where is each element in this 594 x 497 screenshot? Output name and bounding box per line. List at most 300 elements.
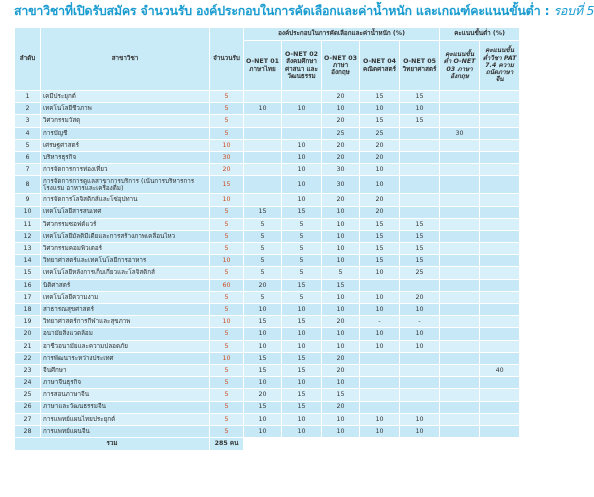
table-row bbox=[15, 377, 555, 389]
row-seats: 5 bbox=[210, 413, 244, 425]
row-seats: 60 bbox=[210, 279, 244, 291]
row-min-pat74 bbox=[480, 127, 520, 139]
row-field: การบัญชี bbox=[41, 127, 210, 139]
table-row bbox=[15, 328, 555, 340]
row-onet04: 10 bbox=[360, 425, 400, 437]
row-seats: 5 bbox=[210, 425, 244, 437]
row-onet04: 10 bbox=[360, 164, 400, 176]
row-onet02: 10 bbox=[282, 328, 322, 340]
row-onet04: 10 bbox=[360, 304, 400, 316]
row-onet04 bbox=[360, 279, 400, 291]
header-min-pat74: คะแนนขั้นต่ำวิชา PAT 7.4 ความถนัดภาษาจีน bbox=[480, 41, 520, 91]
row-seats: 5 bbox=[210, 230, 244, 242]
row-onet01: 15 bbox=[244, 316, 282, 328]
row-onet03: 10 bbox=[322, 230, 360, 242]
row-onet01 bbox=[244, 139, 282, 151]
row-field: การแพทย์แผนไทยประยุกต์ bbox=[41, 413, 210, 425]
row-onet02: 15 bbox=[282, 389, 322, 401]
row-min-onet03 bbox=[440, 425, 480, 437]
row-min-pat74 bbox=[480, 425, 520, 437]
row-min-onet03 bbox=[440, 103, 480, 115]
row-no: 4 bbox=[15, 127, 41, 139]
row-no: 23 bbox=[15, 364, 41, 376]
row-min-pat74 bbox=[480, 164, 520, 176]
row-field: วิศวกรรมวัสดุ bbox=[41, 115, 210, 127]
header-onet04: O-NET 04 คณิตศาสตร์ bbox=[360, 41, 400, 91]
row-min-onet03 bbox=[440, 413, 480, 425]
row-field: เศรษฐศาสตร์ bbox=[41, 139, 210, 151]
title-round: รอบที่ 5 bbox=[553, 3, 594, 18]
table-row bbox=[15, 230, 555, 242]
row-field: การสอนภาษาจีน bbox=[41, 389, 210, 401]
row-no: 15 bbox=[15, 267, 41, 279]
row-no: 5 bbox=[15, 139, 41, 151]
row-onet02: 10 bbox=[282, 164, 322, 176]
row-min-pat74 bbox=[480, 194, 520, 206]
row-seats: 5 bbox=[210, 377, 244, 389]
row-seats: 5 bbox=[210, 243, 244, 255]
row-onet03: 10 bbox=[322, 304, 360, 316]
table-row bbox=[15, 316, 555, 328]
row-seats: 5 bbox=[210, 304, 244, 316]
row-min-onet03 bbox=[440, 267, 480, 279]
row-no: 9 bbox=[15, 194, 41, 206]
row-field: นิติศาสตร์ bbox=[41, 279, 210, 291]
row-onet02: 15 bbox=[282, 364, 322, 376]
row-seats: 10 bbox=[210, 139, 244, 151]
row-onet02: 10 bbox=[282, 139, 322, 151]
row-min-onet03: 30 bbox=[440, 127, 480, 139]
table-row bbox=[15, 127, 555, 139]
row-onet05 bbox=[400, 139, 440, 151]
header-onet01: O-NET 01 ภาษาไทย bbox=[244, 41, 282, 91]
row-onet05: 15 bbox=[400, 218, 440, 230]
total-value: 285 คน bbox=[210, 438, 244, 451]
row-field: เทคโนโลยีความงาม bbox=[41, 291, 210, 303]
row-onet05 bbox=[400, 352, 440, 364]
table-row bbox=[15, 139, 555, 151]
table-row bbox=[15, 206, 555, 218]
row-onet01: 10 bbox=[244, 340, 282, 352]
row-no: 22 bbox=[15, 352, 41, 364]
row-seats: 10 bbox=[210, 316, 244, 328]
row-seats: 5 bbox=[210, 218, 244, 230]
row-onet04 bbox=[360, 364, 400, 376]
table-row bbox=[15, 413, 555, 425]
row-onet04: 15 bbox=[360, 243, 400, 255]
row-spacer bbox=[520, 328, 555, 340]
row-no: 27 bbox=[15, 413, 41, 425]
row-onet03: 10 bbox=[322, 328, 360, 340]
row-onet01: 15 bbox=[244, 352, 282, 364]
row-spacer bbox=[520, 352, 555, 364]
row-onet03: 20 bbox=[322, 115, 360, 127]
row-spacer bbox=[520, 230, 555, 242]
row-onet03: 30 bbox=[322, 176, 360, 194]
row-no: 16 bbox=[15, 279, 41, 291]
table-row bbox=[15, 291, 555, 303]
row-seats: 5 bbox=[210, 364, 244, 376]
row-onet01: 15 bbox=[244, 401, 282, 413]
row-onet01 bbox=[244, 164, 282, 176]
row-onet01: 5 bbox=[244, 230, 282, 242]
row-onet02: 5 bbox=[282, 255, 322, 267]
page-title bbox=[14, 2, 594, 26]
row-onet05: 25 bbox=[400, 267, 440, 279]
row-onet04: 20 bbox=[360, 151, 400, 163]
row-onet01: 15 bbox=[244, 206, 282, 218]
row-onet01: 5 bbox=[244, 267, 282, 279]
row-min-onet03 bbox=[440, 377, 480, 389]
row-min-pat74 bbox=[480, 255, 520, 267]
row-min-onet03 bbox=[440, 218, 480, 230]
row-onet04 bbox=[360, 377, 400, 389]
row-no: 24 bbox=[15, 377, 41, 389]
row-onet05 bbox=[400, 176, 440, 194]
row-onet02: 10 bbox=[282, 194, 322, 206]
row-seats: 5 bbox=[210, 267, 244, 279]
row-seats: 20 bbox=[210, 164, 244, 176]
row-onet02: 5 bbox=[282, 230, 322, 242]
row-onet02: 5 bbox=[282, 243, 322, 255]
row-field: เทคโนโลยีสารสนเทศ bbox=[41, 206, 210, 218]
row-spacer bbox=[520, 115, 555, 127]
row-onet04: - bbox=[360, 316, 400, 328]
row-field: อนามัยสิ่งแวดล้อม bbox=[41, 328, 210, 340]
row-field: เคมีประยุกต์ bbox=[41, 91, 210, 103]
row-no: 7 bbox=[15, 164, 41, 176]
row-onet04 bbox=[360, 352, 400, 364]
row-seats: 5 bbox=[210, 401, 244, 413]
row-field: ภาษาและวัฒนธรรมจีน bbox=[41, 401, 210, 413]
row-onet03: 20 bbox=[322, 364, 360, 376]
row-onet03: 20 bbox=[322, 316, 360, 328]
row-no: 21 bbox=[15, 340, 41, 352]
row-seats: 5 bbox=[210, 91, 244, 103]
row-field: วิทยาศาสตร์และเทคโนโลยีการอาหาร bbox=[41, 255, 210, 267]
row-onet03: 20 bbox=[322, 401, 360, 413]
row-spacer bbox=[520, 340, 555, 352]
row-spacer bbox=[520, 127, 555, 139]
row-no: 14 bbox=[15, 255, 41, 267]
row-min-onet03 bbox=[440, 304, 480, 316]
row-spacer bbox=[520, 91, 555, 103]
row-onet05 bbox=[400, 151, 440, 163]
row-field: จีนศึกษา bbox=[41, 364, 210, 376]
row-spacer bbox=[520, 364, 555, 376]
row-onet01: 10 bbox=[244, 103, 282, 115]
row-field: วิศวกรรมคอมพิวเตอร์ bbox=[41, 243, 210, 255]
row-onet02: 10 bbox=[282, 413, 322, 425]
row-onet03: 10 bbox=[322, 218, 360, 230]
row-onet02: 10 bbox=[282, 151, 322, 163]
row-field: วิทยาศาสตร์การกีฬาและสุขภาพ bbox=[41, 316, 210, 328]
table-row bbox=[15, 91, 555, 103]
row-spacer bbox=[520, 243, 555, 255]
row-onet04: 20 bbox=[360, 139, 400, 151]
row-onet01: 10 bbox=[244, 425, 282, 437]
row-seats: 30 bbox=[210, 151, 244, 163]
row-onet05: 15 bbox=[400, 230, 440, 242]
admission-table bbox=[14, 27, 555, 451]
row-min-pat74 bbox=[480, 279, 520, 291]
row-onet04: 15 bbox=[360, 91, 400, 103]
row-onet04: 10 bbox=[360, 291, 400, 303]
row-field: การจัดการการท่องเที่ยว bbox=[41, 164, 210, 176]
row-onet05: 10 bbox=[400, 304, 440, 316]
row-min-onet03 bbox=[440, 206, 480, 218]
row-min-onet03 bbox=[440, 139, 480, 151]
row-onet01 bbox=[244, 151, 282, 163]
row-spacer bbox=[520, 377, 555, 389]
row-min-pat74 bbox=[480, 176, 520, 194]
row-spacer bbox=[520, 206, 555, 218]
header-field: สาขาวิชา bbox=[41, 28, 210, 91]
row-onet02: 15 bbox=[282, 352, 322, 364]
table-row bbox=[15, 389, 555, 401]
row-no: 11 bbox=[15, 218, 41, 230]
table-row bbox=[15, 218, 555, 230]
row-min-pat74 bbox=[480, 267, 520, 279]
row-min-pat74 bbox=[480, 304, 520, 316]
row-onet05 bbox=[400, 364, 440, 376]
row-spacer bbox=[520, 139, 555, 151]
table-row bbox=[15, 401, 555, 413]
row-onet04: 10 bbox=[360, 267, 400, 279]
row-spacer bbox=[520, 255, 555, 267]
row-min-onet03 bbox=[440, 401, 480, 413]
row-spacer bbox=[520, 194, 555, 206]
header-no: ลำดับ bbox=[15, 28, 41, 91]
header-spacer bbox=[520, 28, 555, 91]
row-min-pat74 bbox=[480, 218, 520, 230]
total-row bbox=[15, 438, 555, 451]
row-onet05: 10 bbox=[400, 340, 440, 352]
row-onet01: 5 bbox=[244, 291, 282, 303]
row-no: 12 bbox=[15, 230, 41, 242]
row-onet04: 10 bbox=[360, 328, 400, 340]
row-onet02 bbox=[282, 127, 322, 139]
row-onet01: 10 bbox=[244, 377, 282, 389]
row-onet02: 10 bbox=[282, 304, 322, 316]
row-spacer bbox=[520, 389, 555, 401]
row-seats: 10 bbox=[210, 352, 244, 364]
row-onet03: 15 bbox=[322, 389, 360, 401]
row-field: เทคโนโลยีหลังการเก็บเกี่ยวและโลจิสติกส์ bbox=[41, 267, 210, 279]
row-spacer bbox=[520, 425, 555, 437]
table-row bbox=[15, 103, 555, 115]
row-spacer bbox=[520, 413, 555, 425]
row-onet02: 10 bbox=[282, 377, 322, 389]
row-onet02: 5 bbox=[282, 218, 322, 230]
row-onet01: 5 bbox=[244, 255, 282, 267]
row-no: 10 bbox=[15, 206, 41, 218]
row-min-pat74 bbox=[480, 206, 520, 218]
row-no: 6 bbox=[15, 151, 41, 163]
row-onet03: 10 bbox=[322, 377, 360, 389]
row-onet01: 5 bbox=[244, 243, 282, 255]
row-field: การพัฒนาระหว่างประเทศ bbox=[41, 352, 210, 364]
row-onet01 bbox=[244, 194, 282, 206]
row-min-onet03 bbox=[440, 352, 480, 364]
row-min-pat74 bbox=[480, 91, 520, 103]
row-onet03: 10 bbox=[322, 340, 360, 352]
row-field: เทคโนโลยีชีวภาพ bbox=[41, 103, 210, 115]
row-min-onet03 bbox=[440, 291, 480, 303]
row-onet01: 10 bbox=[244, 413, 282, 425]
row-min-onet03 bbox=[440, 151, 480, 163]
row-seats: 5 bbox=[210, 291, 244, 303]
row-field: สาธารณสุขศาสตร์ bbox=[41, 304, 210, 316]
row-spacer bbox=[520, 401, 555, 413]
table-row bbox=[15, 364, 555, 376]
row-onet01: 5 bbox=[244, 218, 282, 230]
row-no: 3 bbox=[15, 115, 41, 127]
row-onet04: 10 bbox=[360, 413, 400, 425]
row-min-onet03 bbox=[440, 230, 480, 242]
row-onet05 bbox=[400, 194, 440, 206]
row-onet04: 25 bbox=[360, 127, 400, 139]
row-onet01: 15 bbox=[244, 364, 282, 376]
row-onet01 bbox=[244, 127, 282, 139]
row-seats: 5 bbox=[210, 340, 244, 352]
row-onet03: 15 bbox=[322, 279, 360, 291]
row-onet04: 20 bbox=[360, 206, 400, 218]
total-label: รวม bbox=[15, 438, 210, 451]
row-onet03: 10 bbox=[322, 413, 360, 425]
row-min-pat74 bbox=[480, 103, 520, 115]
table-row bbox=[15, 340, 555, 352]
row-onet05: - bbox=[400, 316, 440, 328]
row-min-pat74 bbox=[480, 340, 520, 352]
row-min-onet03 bbox=[440, 115, 480, 127]
row-onet03: 20 bbox=[322, 151, 360, 163]
row-onet05: 15 bbox=[400, 243, 440, 255]
row-onet04 bbox=[360, 401, 400, 413]
row-onet02: 5 bbox=[282, 291, 322, 303]
row-field: ภาษาจีนธุรกิจ bbox=[41, 377, 210, 389]
header-onet02: O-NET 02 สังคมศึกษา ศาสนา และวัฒนธรรม bbox=[282, 41, 322, 91]
row-onet01 bbox=[244, 91, 282, 103]
row-min-pat74 bbox=[480, 401, 520, 413]
row-onet04: 10 bbox=[360, 340, 400, 352]
row-onet03: 10 bbox=[322, 206, 360, 218]
row-onet05: 15 bbox=[400, 91, 440, 103]
row-onet05 bbox=[400, 164, 440, 176]
row-onet01 bbox=[244, 176, 282, 194]
row-onet03: 10 bbox=[322, 243, 360, 255]
row-spacer bbox=[520, 176, 555, 194]
row-seats: 15 bbox=[210, 176, 244, 194]
row-onet03: 20 bbox=[322, 91, 360, 103]
row-min-pat74 bbox=[480, 389, 520, 401]
row-onet05: 15 bbox=[400, 115, 440, 127]
row-min-onet03 bbox=[440, 364, 480, 376]
row-onet03: 20 bbox=[322, 352, 360, 364]
row-no: 2 bbox=[15, 103, 41, 115]
row-min-pat74 bbox=[480, 230, 520, 242]
table-row bbox=[15, 267, 555, 279]
row-onet02: 15 bbox=[282, 279, 322, 291]
row-min-pat74 bbox=[480, 115, 520, 127]
row-min-onet03 bbox=[440, 164, 480, 176]
row-field: การจัดการโลจิสติกส์และโซ่อุปทาน bbox=[41, 194, 210, 206]
row-no: 25 bbox=[15, 389, 41, 401]
row-min-onet03 bbox=[440, 279, 480, 291]
row-seats: 5 bbox=[210, 389, 244, 401]
row-onet03: 20 bbox=[322, 194, 360, 206]
row-seats: 10 bbox=[210, 194, 244, 206]
row-no: 13 bbox=[15, 243, 41, 255]
row-min-pat74: 40 bbox=[480, 364, 520, 376]
table-row bbox=[15, 352, 555, 364]
row-onet03: 10 bbox=[322, 103, 360, 115]
row-no: 20 bbox=[15, 328, 41, 340]
row-spacer bbox=[520, 218, 555, 230]
row-onet03: 20 bbox=[322, 139, 360, 151]
row-spacer bbox=[520, 316, 555, 328]
row-onet01: 20 bbox=[244, 279, 282, 291]
row-onet02: 15 bbox=[282, 206, 322, 218]
row-spacer bbox=[520, 103, 555, 115]
row-onet04 bbox=[360, 389, 400, 401]
header-onet03: O-NET 03 ภาษาอังกฤษ bbox=[322, 41, 360, 91]
row-min-onet03 bbox=[440, 340, 480, 352]
row-min-pat74 bbox=[480, 151, 520, 163]
row-onet04: 15 bbox=[360, 115, 400, 127]
row-onet02: 5 bbox=[282, 267, 322, 279]
row-onet05 bbox=[400, 127, 440, 139]
row-onet02: 15 bbox=[282, 316, 322, 328]
row-onet04: 10 bbox=[360, 176, 400, 194]
row-spacer bbox=[520, 164, 555, 176]
table-row bbox=[15, 176, 555, 194]
row-onet05: 20 bbox=[400, 291, 440, 303]
row-min-onet03 bbox=[440, 176, 480, 194]
row-spacer bbox=[520, 279, 555, 291]
row-seats: 5 bbox=[210, 115, 244, 127]
table-row bbox=[15, 164, 555, 176]
row-onet03: 10 bbox=[322, 291, 360, 303]
row-min-pat74 bbox=[480, 352, 520, 364]
row-onet03: 5 bbox=[322, 267, 360, 279]
title-text: สาขาวิชาที่เปิดรับสมัคร จำนวนรับ องค์ประกอบในการคัดเลือกและค่าน้ำหนัก และเกณฑ์คะแนนขั้นต่ำ : bbox=[14, 3, 554, 18]
row-onet04: 20 bbox=[360, 194, 400, 206]
table-row bbox=[15, 304, 555, 316]
row-onet05 bbox=[400, 401, 440, 413]
row-seats: 10 bbox=[210, 255, 244, 267]
row-onet02: 10 bbox=[282, 425, 322, 437]
row-min-onet03 bbox=[440, 91, 480, 103]
row-onet03: 10 bbox=[322, 425, 360, 437]
table-row bbox=[15, 255, 555, 267]
row-field: วิศวกรรมซอฟต์แวร์ bbox=[41, 218, 210, 230]
table-row bbox=[15, 151, 555, 163]
row-spacer bbox=[520, 267, 555, 279]
row-seats: 5 bbox=[210, 127, 244, 139]
row-field: เทคโนโลยีมัลติมีเดียและการสร้างภาพเคลื่อนไหว bbox=[41, 230, 210, 242]
row-no: 1 bbox=[15, 91, 41, 103]
row-no: 19 bbox=[15, 316, 41, 328]
row-min-pat74 bbox=[480, 139, 520, 151]
row-seats: 5 bbox=[210, 103, 244, 115]
table-row bbox=[15, 243, 555, 255]
row-onet04: 15 bbox=[360, 230, 400, 242]
row-min-pat74 bbox=[480, 243, 520, 255]
table-header bbox=[15, 28, 555, 91]
row-min-pat74 bbox=[480, 377, 520, 389]
table-body bbox=[15, 91, 555, 438]
